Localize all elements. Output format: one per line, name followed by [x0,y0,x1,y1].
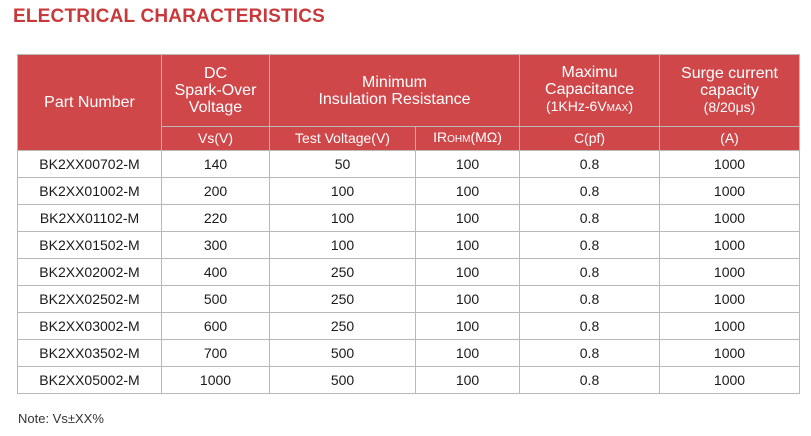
cell-vs: 300 [162,232,270,259]
cell-surge: 1000 [660,367,800,394]
cell-part-number: BK2XX00702-M [18,151,162,178]
unit-vs: Vs(V) [162,127,270,151]
cell-capacitance: 0.8 [520,340,660,367]
cell-test-voltage: 250 [270,313,416,340]
cell-capacitance: 0.8 [520,259,660,286]
header-surge-line3: (8/20μs) [703,99,756,115]
cell-surge: 1000 [660,232,800,259]
unit-ir-suffix: (MΩ) [470,129,502,145]
header-dc-line2: Spark-Over [174,82,257,99]
header-surge-line2: capacity [700,82,759,99]
unit-surge: (A) [660,127,800,151]
cell-ir: 100 [416,340,520,367]
header-min-line1: Minimum [362,73,427,91]
header-cap-line2: Capacitance [545,81,634,98]
cell-part-number: BK2XX02002-M [18,259,162,286]
table-row [18,178,800,205]
unit-ir [416,127,520,151]
cell-test-voltage: 100 [270,205,416,232]
cell-part-number: BK2XX01502-M [18,232,162,259]
cell-ir: 100 [416,286,520,313]
cell-vs: 1000 [162,367,270,394]
header-cap-line1: Maximu [561,64,618,81]
cell-vs: 200 [162,178,270,205]
table-row [18,313,800,340]
section-title: ELECTRICAL CHARACTERISTICS [13,6,326,27]
cell-part-number: BK2XX01002-M [18,178,162,205]
cell-part-number: BK2XX05002-M [18,367,162,394]
table-row [18,151,800,178]
cell-ir: 100 [416,151,520,178]
cell-part-number: BK2XX02502-M [18,286,162,313]
cell-ir: 100 [416,259,520,286]
cell-capacitance: 0.8 [520,205,660,232]
header-surge [660,55,800,127]
table-row [18,367,800,394]
cell-surge: 1000 [660,178,800,205]
cell-surge: 1000 [660,259,800,286]
cell-surge: 1000 [660,313,800,340]
cell-surge: 1000 [660,286,800,313]
unit-capacitance: C(pf) [520,127,660,151]
header-min-line2: Insulation Resistance [318,90,471,108]
cell-ir: 100 [416,178,520,205]
cell-part-number: BK2XX01102-M [18,205,162,232]
cell-surge: 1000 [660,151,800,178]
cell-capacitance: 0.8 [520,151,660,178]
cell-ir: 100 [416,367,520,394]
table-row [18,205,800,232]
cell-vs: 600 [162,313,270,340]
unit-ir-sub: OHM [447,134,471,145]
header-cap-line3 [520,98,659,117]
cell-vs: 500 [162,286,270,313]
header-cap-line3-suffix: ) [628,98,634,114]
cell-capacitance: 0.8 [520,178,660,205]
footnote: Note: Vs±XX% [18,411,104,426]
cell-test-voltage: 500 [270,340,416,367]
header-dc-spark-over [162,55,270,127]
table-row [18,340,800,367]
header-dc-line3: Voltage [188,99,243,116]
cell-ir: 100 [416,232,520,259]
cell-vs: 220 [162,205,270,232]
header-capacitance [520,55,660,127]
cell-vs: 400 [162,259,270,286]
cell-ir: 100 [416,313,520,340]
table-row [18,259,800,286]
cell-test-voltage: 500 [270,367,416,394]
header-cap-line3-sub: MAX [606,103,629,114]
cell-test-voltage: 50 [270,151,416,178]
cell-test-voltage: 250 [270,259,416,286]
cell-surge: 1000 [660,205,800,232]
cell-test-voltage: 250 [270,286,416,313]
table-row [18,286,800,313]
cell-capacitance: 0.8 [520,286,660,313]
header-part-number-label: Part Number [44,94,135,111]
cell-surge: 1000 [660,340,800,367]
header-part-number [18,55,162,151]
unit-test-voltage: Test Voltage(V) [270,127,416,151]
cell-capacitance: 0.8 [520,367,660,394]
header-row [18,55,800,127]
header-dc-line1: DC [203,65,228,82]
header-min-insulation [270,55,520,127]
table-row [18,232,800,259]
header-surge-line1: Surge current [681,65,778,82]
cell-vs: 700 [162,340,270,367]
cell-capacitance: 0.8 [520,313,660,340]
cell-capacitance: 0.8 [520,232,660,259]
cell-test-voltage: 100 [270,178,416,205]
cell-ir: 100 [416,205,520,232]
cell-vs: 140 [162,151,270,178]
electrical-characteristics-table [17,54,800,394]
cell-part-number: BK2XX03502-M [18,340,162,367]
header-cap-line3-prefix: (1KHz-6V [545,98,607,114]
cell-test-voltage: 100 [270,232,416,259]
cell-part-number: BK2XX03002-M [18,313,162,340]
unit-ir-prefix: IR [433,129,448,145]
